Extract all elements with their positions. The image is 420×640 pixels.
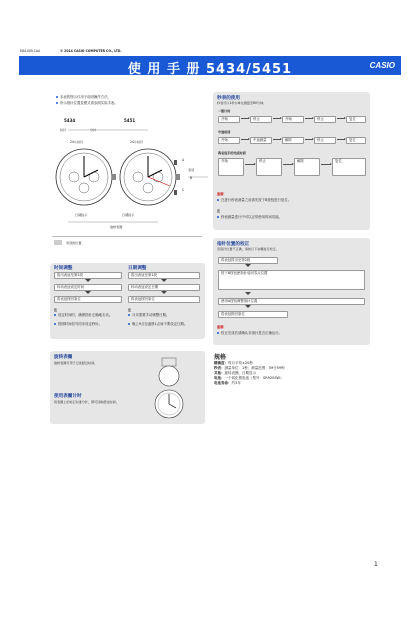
calibration-subtitle: 若指针位置不正确，请按以下步骤进行校正。 [217,247,279,251]
down-arrow-icon [85,291,91,294]
bullet-dot-icon [217,332,219,334]
s3-step-4: 复位 [332,158,366,176]
s1-step-3: 开始 [282,116,304,123]
calibration-important-title: 重要！ [217,325,227,329]
watch-a-icon [56,149,116,205]
legend-text: 表冠的位置 [66,241,82,245]
important-text: 在进行秒表测量之前请先按下B按钮进行复位。 [217,198,367,202]
section-3-label: 两名选手的完成时间 [218,151,246,155]
rotary2-title: 使用表圈计时 [54,394,82,399]
section-2-label: 中途时间 [218,130,231,134]
divider [52,236,202,237]
important-title: 重要！ [217,192,227,196]
rotary2-text: 将表圈上的标记对准分针，即可读取经过时间。 [54,400,119,404]
bullet-dot-icon [56,96,58,98]
right-arrow-icon [305,139,313,140]
down-arrow-icon [85,279,91,282]
bullet-dot-icon [54,314,56,316]
page-number: 1 [374,561,378,568]
spec-row: 精确度：每月平均±20秒 [214,361,253,365]
down-arrow-icon [245,264,251,267]
right-arrow-icon [241,118,249,119]
intro-bullet-2: 所示指针位置及模式请参照实际手表。 [56,101,201,105]
date-step-3: 将表冠按回原位 [128,296,200,303]
stopwatch-subtitle: 秒表可以1秒为单位测量至60分钟。 [217,101,267,105]
legend-swatch [54,240,62,245]
label-24h: 24小时针 [70,140,84,144]
right-arrow-icon [305,118,313,119]
right-arrow-icon [241,139,249,140]
s1-step-5: 复位 [346,116,366,123]
down-arrow-icon [161,291,167,294]
date-note-2: 晚上9点至凌晨1点间不要设定日期。 [128,322,202,326]
time-step-2: 转动表冠设定时间 [54,284,122,291]
model-b-label: 5451 [124,118,136,123]
stopwatch-note: 秒表测量进行中可以正常使用时间功能。 [217,215,367,219]
s2-step-3: 解除 [282,137,304,144]
calibration-panel [213,238,370,345]
s2-step-2: 中途测量 [250,137,272,144]
watch-b-icon [120,149,180,205]
s3-step-2: 停止 [256,158,282,176]
down-arrow-icon [245,292,251,295]
s2-step-4: 停止 [314,137,336,144]
date-step-1: 拔出表冠至第1段 [128,272,200,279]
label-c: C [182,188,185,192]
bullet-dot-icon [217,199,219,201]
right-arrow-icon [283,164,293,165]
rotary-text: 旋转表圈可用于记录经过时间。 [54,361,98,365]
label-crown: 表冠 [188,168,195,172]
s2-step-1: 开始 [218,137,240,144]
time-step-3: 将表冠按回原位 [54,296,122,303]
label-hour: 时针 [60,128,67,132]
bullet-dot-icon [128,323,130,325]
rotary-title: 旋转表圈 [54,355,73,360]
copyright: © 2014 CASIO COMPUTER CO., LTD. [60,49,122,53]
bezel-watch-icon [140,356,202,422]
spec-row: 电池：一个氧化银电池（型号：SR920SW） [214,376,284,380]
s2-step-5: 复位 [346,137,366,144]
label-date-b: 日期指示 [122,213,135,217]
specs-table [214,361,374,386]
stopwatch-title: 秒表的使用 [217,96,240,101]
bullet-dot-icon [128,314,130,316]
label-bezel: 旋转表圈 [110,225,123,229]
right-arrow-icon [337,118,345,119]
spec-row: 其他：旋转表圈、日期显示 [214,371,256,375]
time-panel-title: 时间调整 [54,266,73,271]
right-arrow-icon [245,164,255,165]
intro-bullet-1: 本表的图示仅用于说明操作方法。 [56,95,201,99]
cal-step-1: 将表冠拔出至第2段 [218,257,278,264]
stopwatch-note-title: 注 [217,209,221,213]
bullet-dot-icon [54,323,56,325]
doc-code: MA1409-CAA [20,49,41,53]
label-24h-b: 24小时针 [130,140,144,144]
section-1-label: 一般计时 [218,109,231,113]
s3-step-1: 开始 [218,158,244,176]
right-arrow-icon [273,118,281,119]
label-b: B [190,176,193,180]
cal-step-3: 使用A按钮调整指针位置 [218,298,365,305]
right-arrow-icon [337,139,345,140]
time-step-1: 拔出表冠至第2段 [54,272,122,279]
right-arrow-icon [321,164,331,165]
time-note-2: 按照时间信号同步设定秒针。 [54,322,124,326]
calibration-title: 指针位置的校正 [217,242,250,247]
bullet-dot-icon [56,102,58,104]
model-a-label: 5434 [64,118,76,123]
title-bar [19,56,401,75]
s1-step-4: 停止 [314,116,336,123]
time-note-title: 注 [54,308,58,312]
s1-step-1: 开始 [218,116,240,123]
s1-step-2: 停止 [250,116,272,123]
date-panel-title: 日期调整 [128,266,147,271]
calibration-important: 校正完成后请确认各指针是否正确运行。 [217,331,367,335]
time-note-1: 设定时间时，确保指针正确地走动。 [54,313,124,317]
date-note-title: 注 [128,308,132,312]
bullet-dot-icon [217,216,219,218]
date-note-1: 月末需要手动调整日期。 [128,313,202,317]
label-date: 日期指示 [75,213,88,217]
down-arrow-icon [245,305,251,308]
s3-step-3: 解除 [294,158,320,176]
cal-step-2: 按下B按钮使指针返回零点位置 [218,270,365,290]
date-step-2: 转动表冠设定日期 [128,284,200,291]
label-a: A [182,158,185,162]
cal-step-4: 将表冠推回原位 [218,311,288,318]
spec-row: 电池寿命：约3年 [214,381,241,385]
spec-row: 秒表：测量单位：1秒；测量范围：59分59秒 [214,366,285,370]
brand-logo: CASIO [369,61,395,70]
down-arrow-icon [161,279,167,282]
page-title: 使 用 手 册 5434/5451 [127,62,293,77]
specs-title: 规格 [214,354,227,361]
right-arrow-icon [273,139,281,140]
label-minute: 分针 [90,128,97,132]
